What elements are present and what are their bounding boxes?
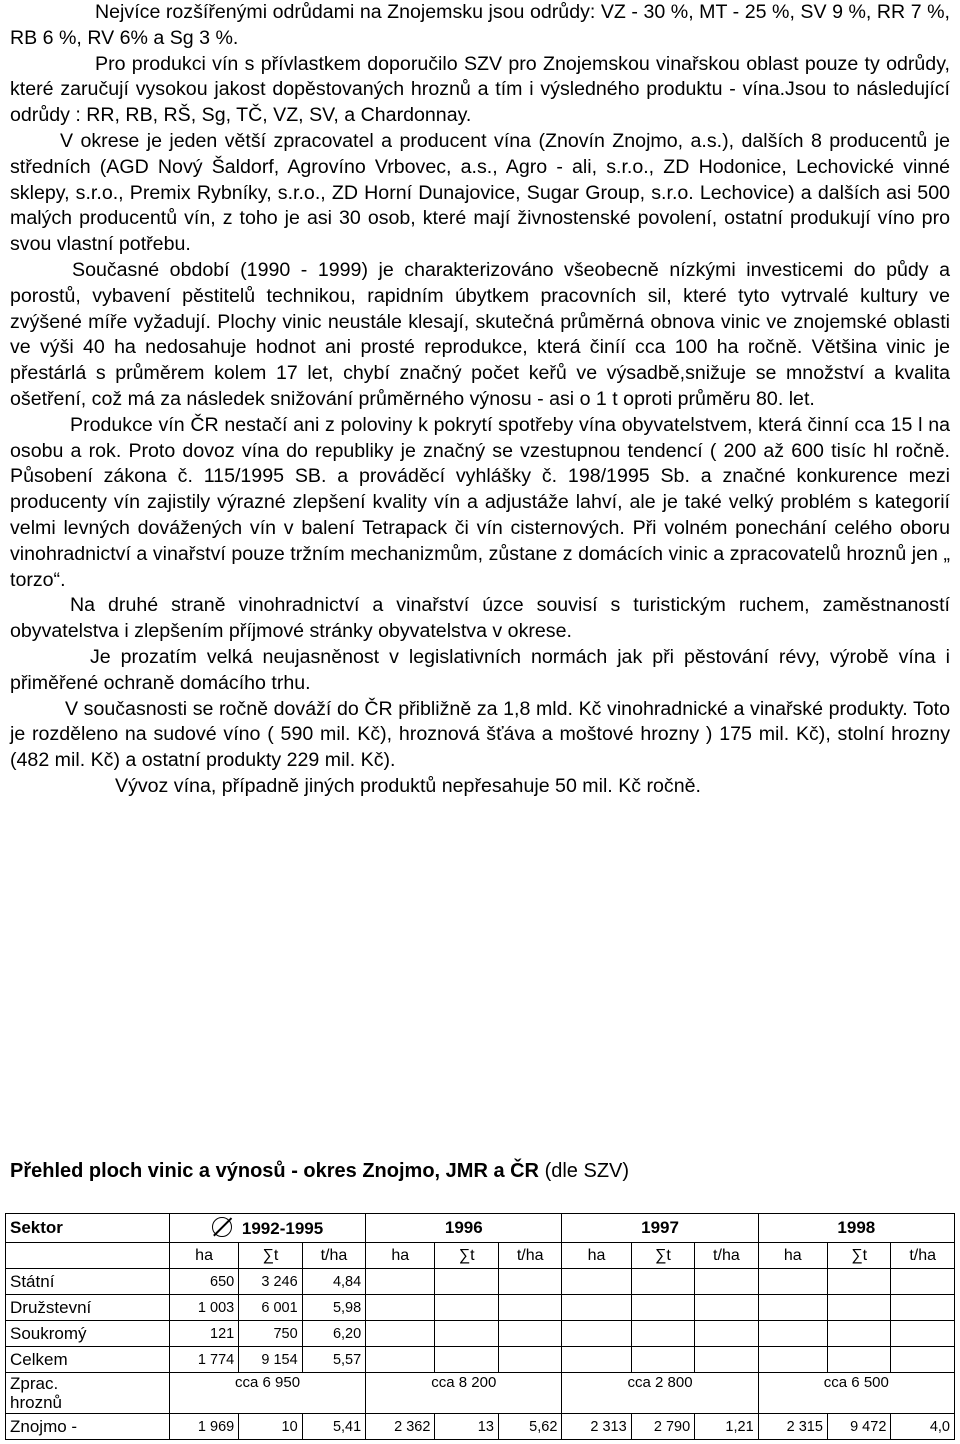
document-body <box>10 0 950 800</box>
table-cell: 9 472 <box>827 1414 890 1440</box>
subheader-ha: ha <box>169 1243 238 1269</box>
table-cell: 5,62 <box>498 1414 561 1440</box>
header-period-1992-1995: 1992-1995 <box>169 1214 365 1243</box>
subheader-t-ha: t/ha <box>891 1243 955 1269</box>
table-cell: 750 <box>239 1321 302 1347</box>
subheader-sum-t: ∑t <box>827 1243 890 1269</box>
subheader-t-ha: t/ha <box>302 1243 365 1269</box>
subheader-t-ha: t/ha <box>695 1243 758 1269</box>
table-row-zprac <box>6 1373 955 1414</box>
row-label: Družstevní <box>6 1295 170 1321</box>
table-cell: 13 <box>435 1414 498 1440</box>
table-cell: 2 313 <box>562 1414 631 1440</box>
paragraph-exports: Vývoz vína, případně jiných produktů nepřesahuje 50 mil. Kč ročně. <box>115 774 701 797</box>
row-label: Státní <box>6 1269 170 1295</box>
subheader-t-ha: t/ha <box>498 1243 561 1269</box>
table-cell: 1,21 <box>695 1414 758 1440</box>
table-cell: 9 154 <box>239 1347 302 1373</box>
subheader-ha: ha <box>758 1243 827 1269</box>
table-heading-source: (dle SZV) <box>539 1160 630 1182</box>
paragraph-producers: V okrese je jeden větší zpracovatel a producent vína (Znovín Znojmo, a.s.), dalších 8 producentů je středních (AGD Nový Šaldorf, Agrovíno Vrbovec, a.s., Agro - ali, s.r.o., ZD Hodonice, Lechovické vinné sklepy, s.r.o., Premix Rybníky, s.r.o., ZD Horní Dunajovice, Sugar Group, s.r.o. Lechovice) a dalších asi 500 malých producentů vín, z toho je asi 30 osob, které mají živnostenské povolení, ostatní produkují víno pro svou vlastní potřebu. <box>10 129 950 256</box>
table-subheader-row <box>6 1243 955 1269</box>
table-cell: cca 6 950 <box>169 1373 365 1414</box>
table-cell: 1 003 <box>169 1295 238 1321</box>
vineyard-table <box>5 1213 955 1440</box>
row-label: Soukromý <box>6 1321 170 1347</box>
header-sector: Sektor <box>6 1214 170 1243</box>
table-cell: 6 001 <box>239 1295 302 1321</box>
table-heading <box>10 1158 629 1184</box>
paragraph-recommended-varieties: Pro produkci vín s přívlastkem doporučilo SZV pro Znojemskou vinařskou oblast pouze ty odrůdy, které zaručují vysokou jakost dopěstovaných hroznů a tím i výsledného produktu - vína.Jsou to následující odrůdy : RR, RB, RŠ, Sg, TČ, VZ, SV, a Chardonnay. <box>10 52 950 127</box>
paragraph-tourism: Na druhé straně vinohradnictví a vinařství úzce souvisí s turistickým ruchem, zaměstnaností obyvatelstva i zlepšením příjmové stránky obyvatelstva v okrese. <box>10 594 950 643</box>
header-period-1996: 1996 <box>366 1214 562 1243</box>
paragraph-varieties: Nejvíce rozšířenými odrůdami na Znojemsku jsou odrůdy: VZ - 30 %, MT - 25 %, SV 9 %, RR 7 %, RB 6 %, RV 6% a Sg 3 %. <box>10 1 950 49</box>
table-cell: 2 315 <box>758 1414 827 1440</box>
table-cell: 5,57 <box>302 1347 365 1373</box>
header-period-1997: 1997 <box>562 1214 758 1243</box>
row-label: Zprac. hroznů <box>6 1373 170 1414</box>
subheader-ha: ha <box>366 1243 435 1269</box>
table-cell: 2 362 <box>366 1414 435 1440</box>
paragraph-wine-production: Produkce vín ČR nestačí ani z poloviny k pokrytí spotřeby vína obyvatelstvem, která činní cca 15 l na osobu a rok. Proto dovoz vína do republiky je značný se vzestupnou tendencí ( 200 až 600 tisíc hl ročně. Působení zákona č. 115/1995 SB. a prováděcí vyhlášky č. 198/1995 Sb. a značné konkurence mezi producenty vín zajistily výrazné zlepšení kvality vín a adjustáže lahví, ale je také velký problém s kategorií velmi levných dovážených vín v balení Tetrapack či vín cisternových. Při volném ponechání celého oboru vinohradnictví a vinařství pouze tržním mechanizmům, zůstane z domácích vinic a zpracovatelů hroznů jen „ torzo“. <box>10 413 950 591</box>
table-cell: 10 <box>239 1414 302 1440</box>
table-cell: 3 246 <box>239 1269 302 1295</box>
paragraph-legislation: Je prozatím velká neujasněnost v legislativních normách jak při pěstování révy, výrobě vína i přiměřené ochraně domácího trhu. <box>10 645 950 694</box>
paragraph-current-period: Současné období (1990 - 1999) je charakterizováno všeobecně nízkými investicemi do půdy a porostů, vybavení pěstitelů technikou, rapidním úbytkem pracovních sil, které tyto vytrvalé kultury ve zvýšené míře vyžadují. Plochy vinic neustále klesají, skutečná průměrná obnova vinic ve znojemské oblasti ve výši 40 ha nedosahuje hodnot ani prosté reprodukce, která činíí cca 100 ha ročně. Většina vinic je přestárlá s průměrem kolem 17 let, chybí značný počet keřů ve výsadbě,snižuje se množství a kvalita ošetření, což má za následek snižování průměrného výnosu - asi o 1 t oproti průměru 80. let. <box>10 258 950 410</box>
table-cell: cca 6 500 <box>758 1373 954 1414</box>
table-cell: cca 2 800 <box>562 1373 758 1414</box>
subheader-sum-t: ∑t <box>239 1243 302 1269</box>
table-cell: 4,0 <box>891 1414 955 1440</box>
table-cell: 4,84 <box>302 1269 365 1295</box>
table-row-znojmo <box>6 1414 955 1440</box>
table-cell: cca 8 200 <box>366 1373 562 1414</box>
table-header-row <box>6 1214 955 1243</box>
row-label: Znojmo - <box>6 1414 170 1440</box>
average-symbol-icon <box>212 1217 232 1237</box>
table-cell: 1 969 <box>169 1414 238 1440</box>
subheader-ha: ha <box>562 1243 631 1269</box>
paragraph-imports: V současnosti se ročně dováží do ČR přibližně za 1,8 mld. Kč vinohradnické a vinařské produkty. Toto je rozděleno na sudové víno ( 590 mil. Kč), hroznová šťáva a moštové hrozny ) 175 mil. Kč), stolní hrozny (482 mil. Kč) a ostatní produkty 229 mil. Kč). <box>10 697 950 772</box>
table-row-celkem <box>6 1347 955 1373</box>
subheader-empty <box>6 1243 170 1269</box>
table-cell: 650 <box>169 1269 238 1295</box>
table-cell: 5,41 <box>302 1414 365 1440</box>
table-cell: 2 790 <box>631 1414 694 1440</box>
table-cell: 1 774 <box>169 1347 238 1373</box>
subheader-sum-t: ∑t <box>435 1243 498 1269</box>
row-label: Celkem <box>6 1347 170 1373</box>
table-cell: 6,20 <box>302 1321 365 1347</box>
header-period-1998: 1998 <box>758 1214 954 1243</box>
table-cell: 5,98 <box>302 1295 365 1321</box>
table-cell: 121 <box>169 1321 238 1347</box>
table-row-statni <box>6 1269 955 1295</box>
table-heading-title: Přehled ploch vinic a výnosů - okres Znojmo, JMR a ČR <box>10 1160 540 1182</box>
table-row-druzstevni <box>6 1295 955 1321</box>
subheader-sum-t: ∑t <box>631 1243 694 1269</box>
table-row-soukromy <box>6 1321 955 1347</box>
